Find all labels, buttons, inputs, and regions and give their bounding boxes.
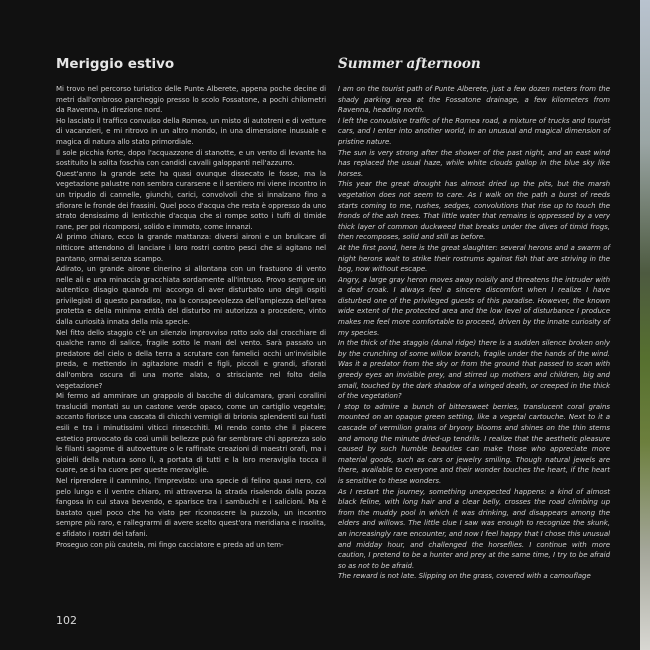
italian-column — [56, 56, 326, 550]
italian-paragraph: Quest'anno la grande sete ha quasi ovunque dissecato le fosse, ma la vegetazione palustre non sembra curarsene e il sentiero mi viene incontro in un tripudio di cannelle, giunchi, carici, convolvoli che si innalzano fino a sfiorare le fronde dei frassini. Quel poco d'acqua che resta è oppresso da uno strato densissimo di lenticchie d'acqua che si rompe sotto i tuffi di timide rane, per poi ricomporsi, solido e immoto, come innanzi. — [56, 168, 326, 231]
italian-paragraph: Al primo chiaro, ecco la grande mattanza: diversi aironi e un brulicare di nitticore attendono di lanciare i loro rostri contro pesci che si agitano nel pantano, ormai senza scampo. — [56, 232, 326, 263]
english-paragraph: I am on the tourist path of Punte Alberete, just a few dozen meters from the shady parking area at the Fossatone drainage, a few kilometers from Ravenna, heading north. — [338, 84, 610, 115]
english-column — [338, 56, 610, 582]
english-paragraph: At the first pond, here is the great slaughter: several herons and a swarm of night herons wait to strike their rostrums against fish that are striving in the bog, now without escape. — [338, 242, 610, 274]
italian-paragraph: Nel fitto dello staggio c'è un silenzio improvviso rotto solo dal crocchiare di qualche ramo di salice, fragile sotto le mani del vento. Sarà passato un predatore del cielo o della terra a scrutare con famelici occhi un'invisibile preda, e mettendo in agitazione madri e figli, piccoli e grandi, sfiorati dall'ombra oscura di una morte alata, o strisciante nel folto della vegetazione? — [56, 327, 326, 390]
italian-paragraph: Nel riprendere il cammino, l'imprevisto: una specie di felino quasi nero, col pelo lungo e il ventre chiaro, mi attraversa la strada risalendo dalla pozza fangosa in cui stava bevendo, e sparisce tra i sambuchi e i salicioni. Ma è bastato quel poco che ho visto per riconoscere la puzzola, un incontro sempre più raro, e rallegrarmi di avere scelto quest'ora meridiana e insolita, e sfidato i rostri dei tafani. — [56, 475, 326, 538]
english-title: Summer afternoon — [338, 56, 481, 72]
english-paragraph: The reward is not late. Slipping on the grass, covered with a camouflage — [338, 571, 591, 581]
italian-paragraph: Ho lasciato il traffico convulso della Romea, un misto di autotreni e di vetture di vacanzieri, e mi ritrovo in un altro mondo, in una dimensione inusuale e magica di natura allo stato primordiale. — [56, 115, 326, 146]
italian-title: Meriggio estivo — [56, 56, 175, 72]
italian-paragraph: Mi trovo nel percorso turistico delle Punte Alberete, appena poche decine di metri dall'ombroso parcheggio presso lo scolo Fossatone, a pochi chilometri da Ravenna, in direzione nord. — [56, 84, 326, 115]
italian-paragraph: Proseguo con più cautela, mi fingo cacciatore e preda ad un tem- — [56, 539, 284, 549]
facing-page-edge — [640, 0, 650, 650]
english-paragraph: In the thick of the staggio (dunal ridge) there is a sudden silence broken only by the crunching of some willow branch, fragile under the hands of the wind. Was it a predator from the sky or from the ground that passed to scan with greedy eyes an invisible prey, and stirred up mothers and children, big and small, touched by the dark shadow of a winged death, or creeped in the thick of the vegetation? — [338, 338, 610, 401]
italian-paragraph: Adirato, un grande airone cinerino si allontana con un frastuono di vento nelle ali e una minaccia gracchiata sordamente all'intruso. Provo sempre un autentico disagio quando mi accorgo di aver disturbato uno degli ospiti privilegiati di questo paradiso, ma la consapevolezza dell'ampiezza dell'area protetta e della minima entità del disturbo mi autorizza a procedere, vinto dalla curiosità innata della mia specie. — [56, 264, 326, 327]
english-paragraph: I left the convulsive traffic of the Romea road, a mixture of trucks and tourist cars, and I enter into another world, in an unusual and magical dimension of pristine nature. — [338, 115, 610, 146]
page-number: 102 — [56, 614, 77, 627]
english-paragraph: Angry, a large gray heron moves away noisily and threatens the intruder with a deaf croak. I always feel a sincere discomfort when I realize I have disturbed one of the privileged guests of this paradise. However, the known wide extent of the protected area and the low level of disturbance I produce makes me feel more comfortable to proceed, driven by the innate curiosity of my species. — [338, 274, 610, 337]
english-body — [338, 84, 610, 582]
english-paragraph: As I restart the journey, something unexpected happens: a kind of almost black feline, with long hair and a clear belly, crosses the road climbing up from the muddy pool in which it was drinking, and disappears among the elders and willows. The little clue I saw was enough to recognize the skunk, an increasingly rare encounter, and now I feel happy that I chose this unusual and midday hour, and challenged the horseflies. I continue with more caution, I pretend to be a hunter and prey at the same time, I try to be afraid so as not to be afraid. — [338, 486, 610, 570]
english-paragraph: The sun is very strong after the shower of the past night, and an east wind has replaced the usual haze, while white clouds gallop in the blue sky like horses. — [338, 147, 610, 178]
english-paragraph: This year the great drought has almost dried up the pits, but the marsh vegetation does not seem to care. As I walk on the path a burst of reeds starts coming to me, rushes, sedges, convolutions that rise up to touch the fronds of the ash trees. That little water that remains is oppressed by a very thick layer of common duckweed that breaks under the dives of timid frogs, then recomposes, solid and still as before. — [338, 179, 610, 242]
italian-paragraph: Mi fermo ad ammirare un grappolo di bacche di dulcamara, grani corallini traslucidi montati su un castone verde opaco, come un cartiglio vegetale; accanto fiorisce una cascata di chicchi vermigli di brionia splendenti sui fusti esili e tra i minutissimi viticci rinsecchiti. Mi rendo conto che il piacere estetico provocato da così umili bellezze può far sembrare chi apprezza solo le filanti sagome di autovetture o le raffinate creazioni di maestri orafi, ma i gioielli della natura sono lì, a portata di tutti e la loro meraviglia tocca il cuore, se si ha cuore per queste meraviglie. — [56, 391, 326, 475]
english-paragraph: I stop to admire a bunch of bittersweet berries, translucent coral grains mounted on an opaque green setting, like a vegetal cartouche. Next to it a cascade of vermilion grains of bryony blooms and shines on the thin stems and among the minute dried-up tendrils. I realize that the aesthetic pleasure caused by such humble beauties can make those who appreciate more material goods, such as cars or jewelry smiling. Though natural jewels are there, available to everyone and their wonder touches the heart, if the heart is sensitive to these wonders. — [338, 401, 610, 485]
italian-body — [56, 84, 326, 550]
italian-paragraph: Il sole picchia forte, dopo l'acquazzone di stanotte, e un vento di levante ha sostituito la solita foschia con candidi cavalli galoppanti nell'azzurro. — [56, 147, 326, 168]
